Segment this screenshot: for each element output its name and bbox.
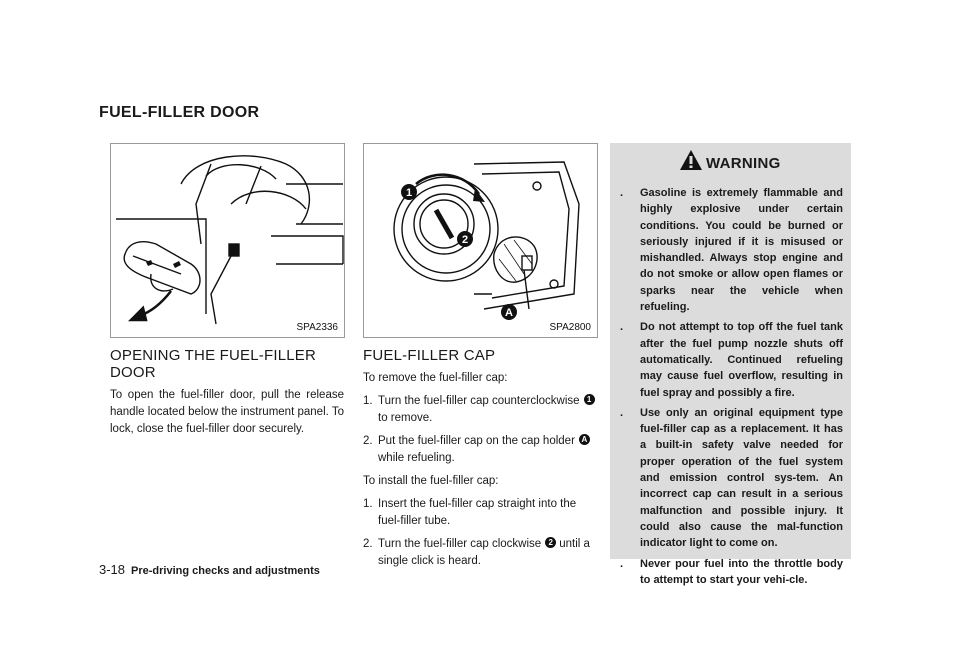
body-text: To open the fuel-filler door, pull the release handle located below the instrument panel. To lock, close the fuel-filler door securely. <box>110 389 344 435</box>
page-title: FUEL-FILLER DOOR <box>99 104 260 121</box>
warning-text: Never pour fuel into the throttle body to attempt to start your vehi-cle. <box>640 557 843 586</box>
chapter-title: Pre-driving checks and adjustments <box>131 565 320 577</box>
remove-step <box>363 433 599 467</box>
callout-badge: 2 <box>545 537 556 548</box>
step-number: 1. <box>363 498 373 510</box>
step-text: Put the fuel-filler cap on the cap holder <box>378 435 575 447</box>
callout-badge: 1 <box>584 394 595 405</box>
bullet: . <box>620 321 624 334</box>
page-number: 3-18 <box>99 562 126 577</box>
warning-item <box>620 185 843 315</box>
install-intro: To install the fuel-filler cap: <box>363 475 499 487</box>
step-text: Insert the fuel-filler cap straight into the fuel-filler tube. <box>378 498 577 527</box>
section-heading: OPENING THE FUEL-FILLER DOOR <box>110 347 317 381</box>
bullet: . <box>620 557 624 570</box>
warning-box <box>610 143 851 586</box>
warning-text: Use only an original equipment type fuel-filler cap as a replacement. It has a built-in safety valve needed for proper operation of the fuel system and emission control sys-tem. An incorrect cap can result in a serious malfunction and possible injury. It could also cause the mal-function indicator light to come on. <box>640 406 843 550</box>
step-text: to remove. <box>378 412 433 424</box>
callout-2: 2 <box>461 234 469 246</box>
release-handle-illustration <box>111 144 344 337</box>
remove-intro: To remove the fuel-filler cap: <box>363 372 508 384</box>
step-text: until a single click is heard. <box>378 538 590 567</box>
step-number: 2. <box>363 538 373 550</box>
callout-a: A <box>505 307 513 319</box>
fuel-cap-illustration <box>364 144 597 337</box>
section-heading: FUEL-FILLER CAP <box>363 347 496 364</box>
callout-1: 1 <box>405 187 413 199</box>
warning-list <box>610 185 851 588</box>
fuel-cap-figure <box>363 143 598 338</box>
warning-text: Do not attempt to top off the fuel tank after the fuel pump nozzle shuts off automatically. Continued refueling may cause fuel overflow, resulting in fuel spray and possibly a fire. <box>640 321 843 399</box>
warning-title: WARNING <box>706 155 781 172</box>
remove-step <box>363 393 599 427</box>
bullet: . <box>620 406 624 419</box>
step-text: Turn the fuel-filler cap counterclockwise <box>378 395 580 407</box>
warning-item <box>620 319 843 400</box>
warning-text: Gasoline is extremely flammable and highly explosive under certain conditions. You could be burned or seriously injured if it is misused or mishandled. Always stop engine and do not smoke or allow open flames or sparks near the vehicle when refueling. <box>640 187 843 314</box>
fuel-cap-section <box>363 347 599 576</box>
warning-triangle-icon <box>679 149 703 171</box>
release-handle-figure <box>110 143 345 338</box>
install-step <box>363 536 599 570</box>
warning-item <box>620 556 843 589</box>
install-step <box>363 496 599 530</box>
page-footer <box>99 562 320 577</box>
warning-item <box>620 405 843 552</box>
figure-code: SPA2336 <box>296 322 338 333</box>
warning-header <box>610 143 851 185</box>
step-number: 2. <box>363 435 373 447</box>
figure-code: SPA2800 <box>549 322 591 333</box>
opening-section <box>110 347 344 444</box>
callout-badge: A <box>579 434 590 445</box>
step-text: Turn the fuel-filler cap clockwise <box>378 538 542 550</box>
step-number: 1. <box>363 395 373 407</box>
step-text: while refueling. <box>378 452 455 464</box>
bullet: . <box>620 187 624 199</box>
